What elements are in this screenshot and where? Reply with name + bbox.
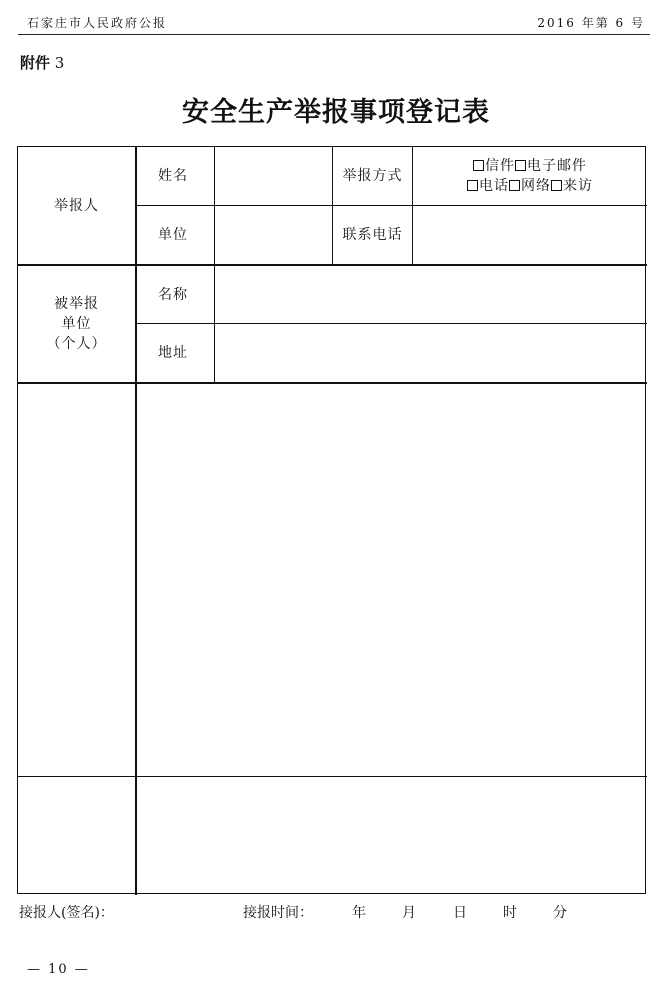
reported-name-field[interactable] — [215, 266, 647, 323]
reporter-section-label: 举报人 — [54, 197, 99, 214]
visit-option: 来访 — [563, 178, 593, 194]
letter-checkbox[interactable] — [473, 160, 484, 171]
name-field[interactable] — [215, 147, 332, 205]
phone-checkbox[interactable] — [467, 180, 478, 191]
name-label: 姓名 — [158, 168, 188, 184]
handling-field[interactable] — [137, 777, 647, 895]
month-label: 月 — [402, 905, 416, 921]
registration-table — [17, 146, 646, 894]
unit-label: 单位 — [158, 227, 188, 243]
reported-section-line3: （个人） — [46, 336, 107, 352]
page-number: — 10 — — [27, 962, 90, 977]
phone-field[interactable] — [413, 206, 647, 264]
method-options-row1 — [473, 156, 587, 176]
address-label: 地址 — [158, 345, 188, 361]
letter-option: 信件 — [485, 158, 515, 174]
method-options — [413, 147, 647, 205]
minute-label: 分 — [553, 905, 567, 921]
page-title: 安全生产举报事项登记表 — [182, 97, 490, 128]
method-options-row2 — [467, 176, 593, 196]
report-content-field[interactable] — [137, 384, 647, 776]
reported-name-label: 名称 — [158, 286, 188, 303]
time-label: 接报时间： — [243, 905, 313, 921]
reported-section-line1: 被举报 — [54, 296, 99, 312]
handling-label-cell — [18, 777, 135, 895]
receiver-label: 接报人(签名)： — [19, 905, 114, 921]
reported-section-line2: 单位 — [61, 316, 92, 332]
email-checkbox[interactable] — [515, 160, 526, 171]
header-rule — [18, 34, 650, 35]
content-label-cell — [18, 384, 135, 776]
phone-label: 联系电话 — [342, 227, 403, 243]
network-checkbox[interactable] — [509, 180, 520, 191]
attachment-number: 3 — [54, 54, 65, 72]
visit-checkbox[interactable] — [551, 180, 562, 191]
unit-field[interactable] — [215, 206, 332, 264]
phone-option: 电话 — [479, 178, 509, 194]
method-label: 举报方式 — [342, 168, 403, 184]
day-label: 日 — [453, 905, 467, 921]
reported-section-label — [18, 266, 135, 382]
year-label: 年 — [352, 905, 366, 921]
email-option: 电子邮件 — [527, 158, 587, 174]
address-field[interactable] — [215, 324, 647, 382]
hour-label: 时 — [503, 905, 517, 921]
attachment-word: 附件 — [20, 54, 51, 72]
header-issue: 2016 年第 6 号 — [537, 16, 645, 30]
network-option: 网络 — [521, 178, 551, 194]
header-publication: 石家庄市人民政府公报 — [27, 16, 168, 30]
attachment-label — [20, 52, 64, 73]
